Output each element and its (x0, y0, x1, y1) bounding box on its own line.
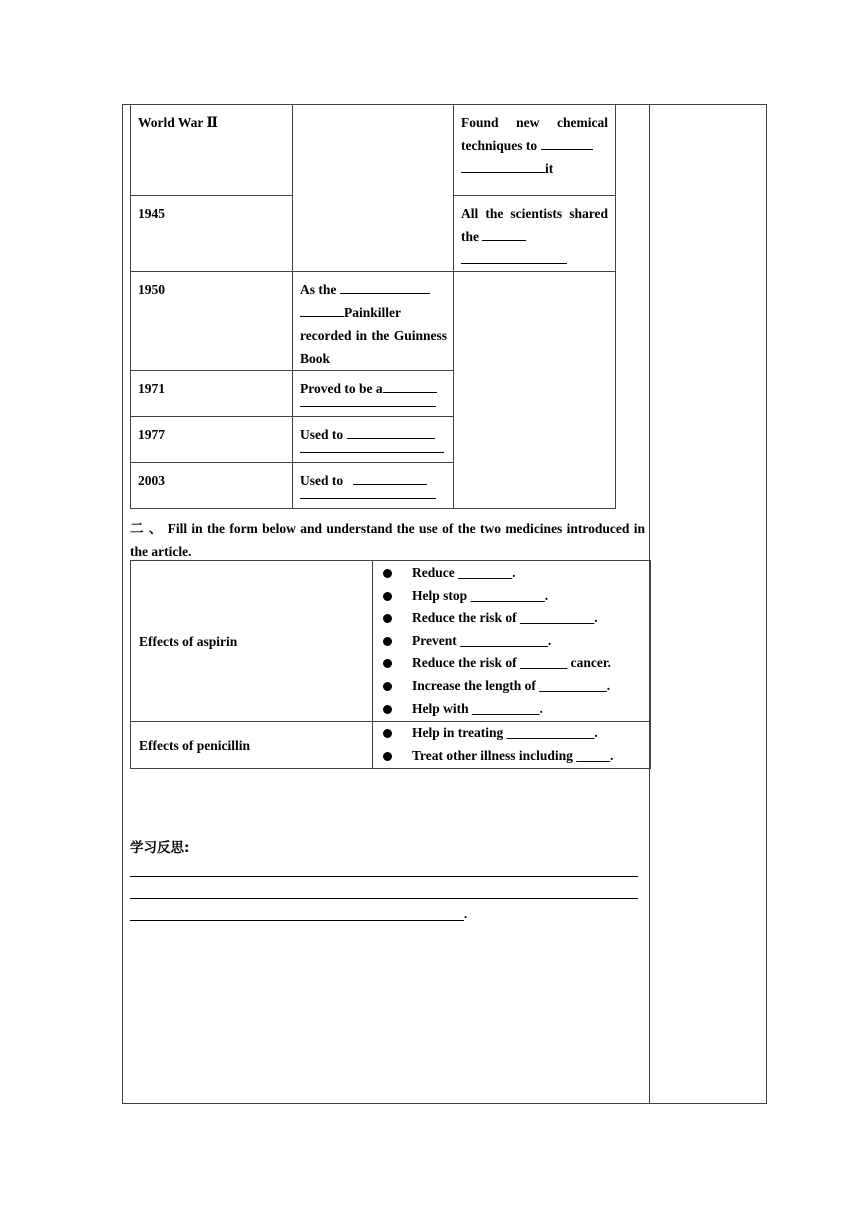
timeline-table (130, 104, 616, 509)
bullet-icon (383, 592, 392, 601)
detail-cell: All the scientists shared the (454, 196, 616, 272)
section-heading: 二 、 Fill in the form below and understand the use of the two medicines introduced in the article. (130, 521, 645, 559)
list-item: Treat other illness including _____. (382, 745, 649, 768)
event-cell (293, 105, 454, 272)
bullet-icon (383, 705, 392, 714)
table-row (131, 561, 651, 722)
detail-cell: Found new chemical techniques to it (454, 105, 616, 196)
list-item: Prevent _____________. (382, 630, 649, 653)
table-row (131, 272, 616, 371)
list-item: Reduce the risk of _______ cancer. (382, 652, 649, 675)
detail-cell-empty (454, 272, 616, 509)
table-row (131, 105, 616, 196)
year-cell: 1977 (131, 417, 293, 463)
answer-line (130, 920, 464, 921)
bullet-icon (383, 729, 392, 738)
table-row (131, 722, 651, 769)
list-item: Help in treating _____________. (382, 722, 649, 745)
list-item: Reduce the risk of ___________. (382, 607, 649, 630)
effects-table (130, 560, 651, 769)
year-cell: 2003 (131, 463, 293, 509)
bullet-icon (383, 569, 392, 578)
bullet-icon (383, 659, 392, 668)
bullet-icon (383, 682, 392, 691)
year-cell: 1945 (131, 196, 293, 272)
year-cell: 1950 (131, 272, 293, 371)
list-item: Help stop ___________. (382, 585, 649, 608)
list-item: Increase the length of __________. (382, 675, 649, 698)
list-item: Help with __________. (382, 698, 649, 721)
aspirin-effects (373, 561, 651, 722)
answer-line (130, 898, 638, 899)
answer-line (130, 876, 638, 877)
bullet-icon (383, 752, 392, 761)
event-cell: Used to (293, 417, 454, 463)
list-item: Reduce ________. (382, 562, 649, 585)
aspirin-list (374, 562, 649, 720)
penicillin-list (374, 722, 649, 767)
penicillin-label: Effects of penicillin (131, 722, 373, 769)
year-cell: World War Ⅱ (131, 105, 293, 196)
bullet-icon (383, 614, 392, 623)
event-cell: Proved to be a (293, 371, 454, 417)
event-cell: Used to (293, 463, 454, 509)
bullet-icon (383, 637, 392, 646)
aspirin-label: Effects of aspirin (131, 561, 373, 722)
event-cell: As the Painkiller recorded in the Guinness Book (293, 272, 454, 371)
end-mark: . (464, 906, 468, 921)
year-cell: 1971 (131, 371, 293, 417)
reflection-label: 学习反思: (130, 840, 190, 856)
penicillin-effects (373, 722, 651, 769)
